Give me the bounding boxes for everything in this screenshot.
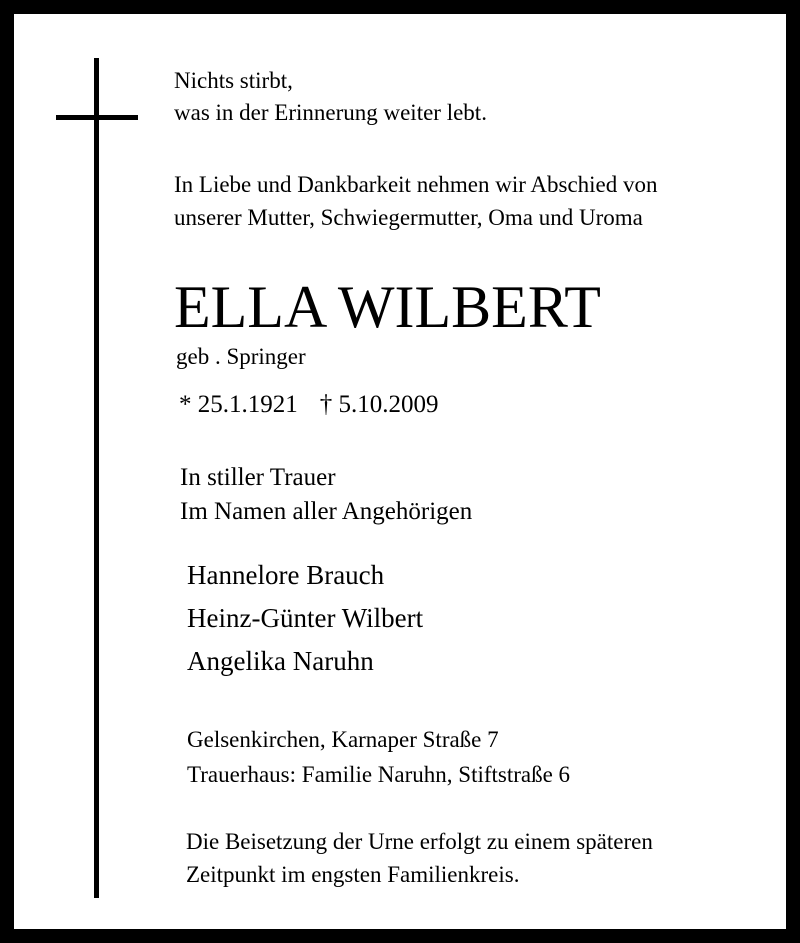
motto-line: was in der Erinnerung weiter lebt.: [174, 100, 487, 125]
mourning-line: In stiller Trauer: [180, 464, 336, 491]
death-date: † 5.10.2009: [319, 391, 439, 418]
cross-vertical-bar: [94, 58, 99, 898]
funeral-note: [186, 825, 653, 891]
funeral-line: Die Beisetzung der Urne erfolgt zu einem späteren: [186, 829, 653, 854]
life-dates: [179, 388, 439, 422]
family-member: Heinz-Günter Wilbert: [187, 603, 424, 633]
address-line: Gelsenkirchen, Karnaper Straße 7: [187, 727, 499, 752]
address-line: Trauerhaus: Familie Naruhn, Stiftstraße 6: [187, 762, 571, 787]
family-members: [187, 554, 423, 683]
intro-text: [174, 168, 658, 234]
mourning-line: Im Namen aller Angehörigen: [180, 498, 473, 525]
intro-line: In Liebe und Dankbarkeit nehmen wir Abschied von: [174, 172, 658, 197]
cross-horizontal-bar: [56, 115, 138, 120]
motto: [174, 65, 487, 129]
maiden-name: geb . Springer: [176, 344, 306, 369]
birth-date: * 25.1.1921: [179, 391, 298, 418]
motto-line: Nichts stirbt,: [174, 68, 293, 93]
funeral-line: Zeitpunkt im engsten Familienkreis.: [186, 862, 520, 887]
intro-line: unserer Mutter, Schwiegermutter, Oma und Uroma: [174, 205, 643, 230]
family-member: Hannelore Brauch: [187, 560, 385, 590]
deceased-name: ELLA WILBERT: [174, 274, 601, 340]
family-member: Angelika Naruhn: [187, 646, 374, 676]
mourning-text: [180, 461, 472, 529]
address-block: [187, 722, 570, 792]
